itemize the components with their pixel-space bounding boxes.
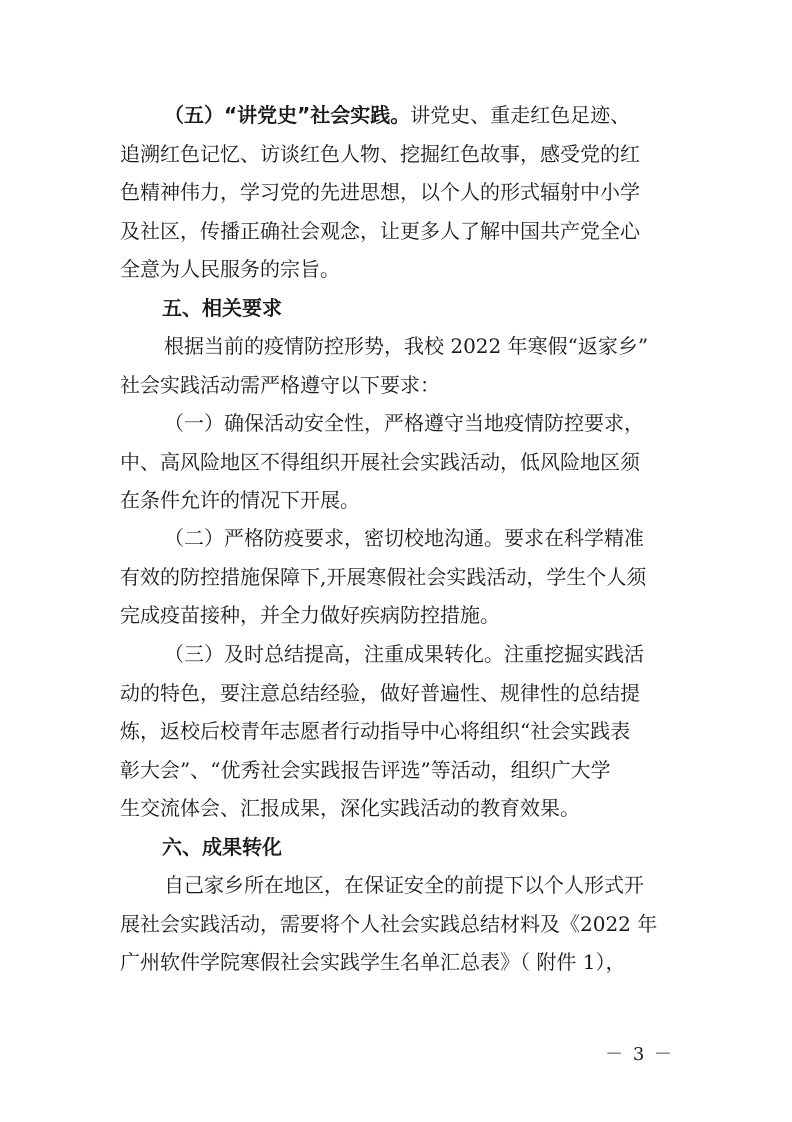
requirements-intro-line-2: 社会实践活动需严格遵守以下要求： bbox=[120, 372, 440, 397]
requirement-three-line-4: 彰大会”、“优秀社会实践报告评选”等活动，组织广大学 bbox=[120, 757, 611, 782]
requirement-two-line-2: 有效的防控措施保障下,开展寒假社会实践活动，学生个人须 bbox=[120, 564, 647, 589]
requirements-intro-line-1: 根据当前的疫情防控形势，我校 2022 年寒假“返家乡” bbox=[164, 334, 649, 358]
requirement-three-line-1: （三）及时总结提高，注重成果转化。注重挖掘实践活 bbox=[164, 642, 644, 666]
heading-requirements: 五、相关要求 bbox=[162, 296, 282, 320]
requirement-three-line-5: 生交流体会、汇报成果，深化实践活动的教育效果。 bbox=[120, 796, 580, 820]
paragraph-five-line-5: 全意为人民服务的宗旨。 bbox=[120, 257, 340, 281]
paragraph-five-line-2: 追溯红色记忆、访谈红色人物、挖掘红色故事，感受党的红 bbox=[120, 141, 640, 166]
page-number: － 3 － bbox=[605, 1044, 674, 1065]
results-paragraph bbox=[120, 866, 675, 982]
paragraph-five bbox=[120, 96, 675, 289]
requirements-intro bbox=[120, 327, 675, 404]
paragraph-five-line-4: 及社区，传播正确社会观念，让更多人了解中国共产党全心 bbox=[120, 218, 640, 243]
requirement-one-line-2: 中、高风险地区不得组织开展社会实践活动，低风险地区须 bbox=[120, 449, 640, 474]
requirement-two-line-1: （二）严格防疫要求，密切校地沟通。要求在科学精准 bbox=[164, 526, 644, 550]
results-line-1: 自己家乡所在地区，在保证安全的前提下以个人形式开 bbox=[164, 873, 644, 897]
requirement-three bbox=[120, 635, 675, 828]
requirement-three-line-3: 炼，返校后校青年志愿者行动指导中心将组织“社会实践表 bbox=[120, 719, 631, 743]
results-line-2: 展社会实践活动，需要将个人社会实践总结材料及《2022 年 bbox=[120, 911, 658, 936]
requirement-two bbox=[120, 519, 675, 635]
requirement-two-line-3: 完成疫苗接种，并全力做好疾病防控措施。 bbox=[120, 603, 500, 627]
requirement-three-line-2: 动的特色，要注意总结经验，做好普遍性、规律性的总结提 bbox=[120, 680, 640, 705]
paragraph-five-lead: （五）“讲党史”社会实践。 bbox=[164, 103, 411, 127]
paragraph-five-line-3: 色精神伟力，学习党的先进思想，以个人的形式辐射中小学 bbox=[120, 180, 640, 204]
results-line-3: 广州软件学院寒假社会实践学生名单汇总表》（ 附件 1）， bbox=[120, 950, 626, 974]
requirement-one-line-3: 在条件允许的情况下开展。 bbox=[120, 488, 360, 512]
requirement-one-line-1: （一）确保活动安全性，严格遵守当地疫情防控要求， bbox=[164, 411, 644, 435]
paragraph-five-line-1: （五）“讲党史”社会实践。讲党史、重走红色足迹、 bbox=[164, 103, 631, 127]
heading-results: 六、成果转化 bbox=[162, 835, 282, 859]
requirement-one bbox=[120, 404, 675, 520]
